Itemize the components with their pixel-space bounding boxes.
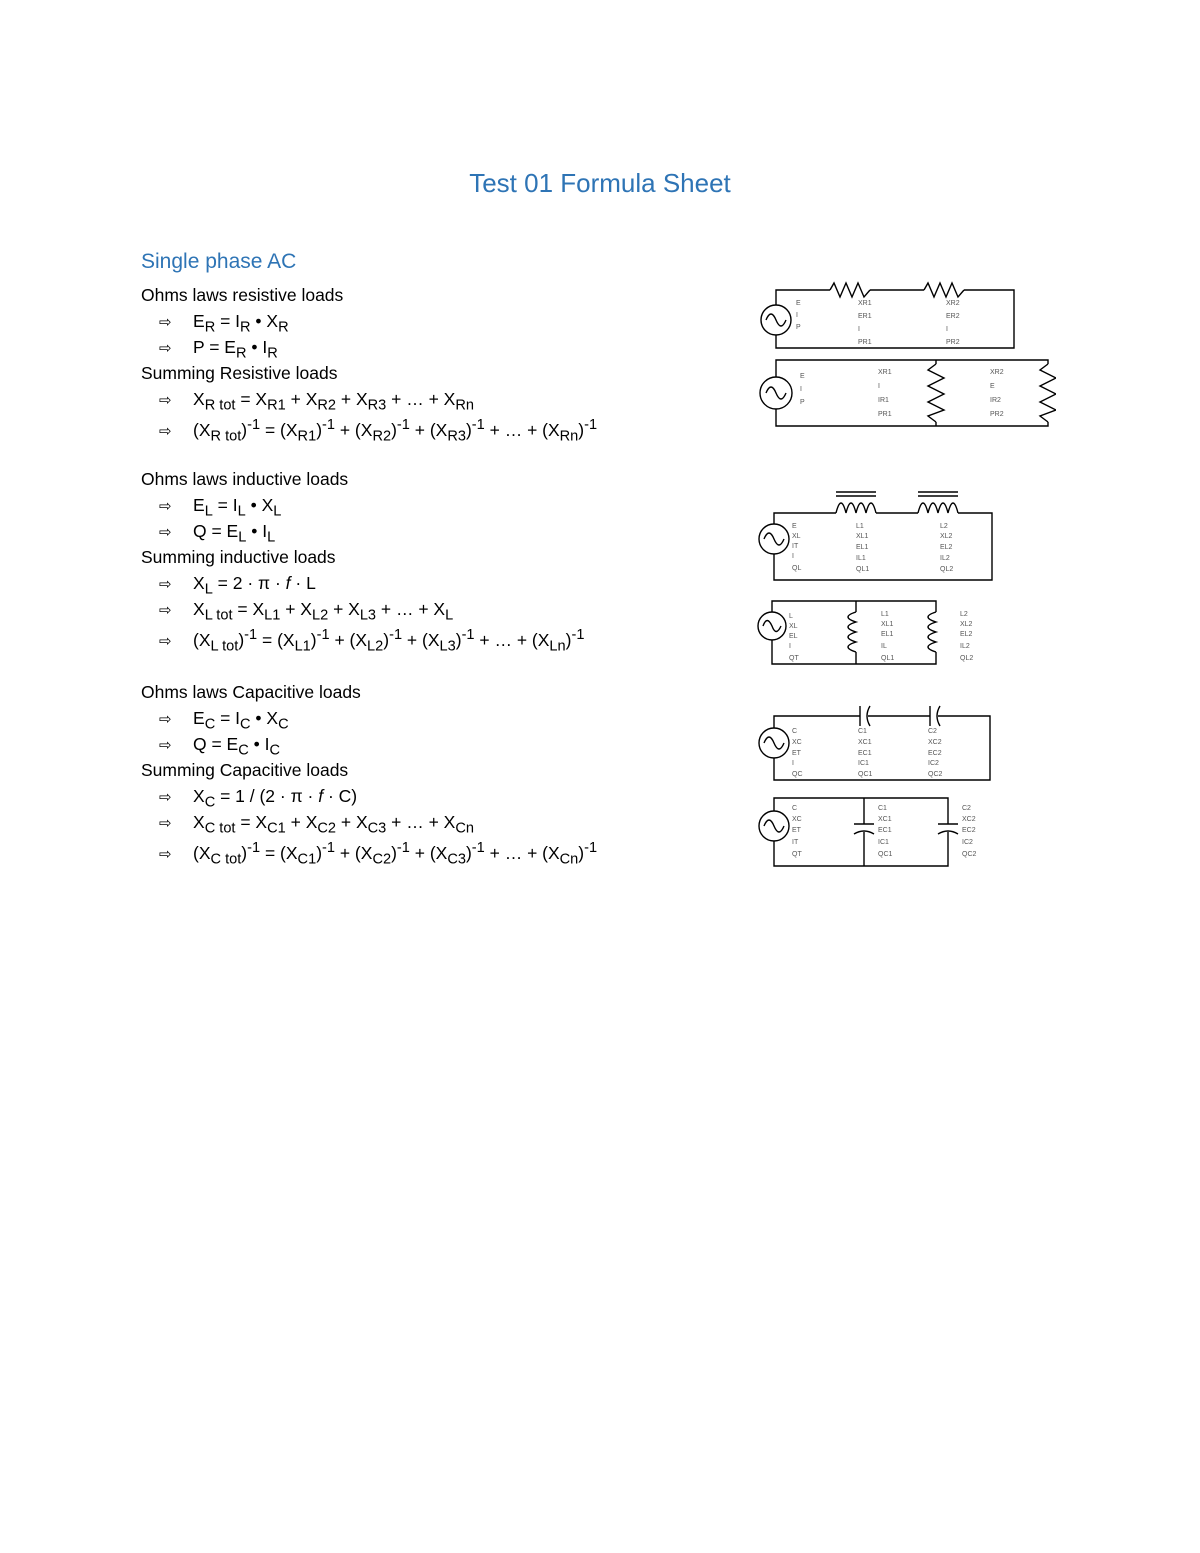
label: XL (789, 623, 798, 630)
label: C2 (962, 805, 971, 812)
label: IL (881, 643, 887, 650)
formula-text: $E_C = I_C$ • $X_C$ (193, 708, 289, 733)
label: I (792, 760, 794, 767)
label: XL2 (940, 533, 953, 540)
label: IC1 (878, 839, 889, 846)
label: QL2 (960, 655, 974, 662)
label: XR2 (990, 369, 1004, 376)
formula-text: $E_R = I_R$ • $X_R$ (193, 311, 289, 336)
resistive-series-circuit (758, 280, 1022, 352)
label: XR1 (858, 300, 872, 307)
label: E (800, 373, 805, 380)
label: L1 (881, 611, 889, 618)
label: I (792, 553, 794, 560)
label: XL (792, 533, 801, 540)
formula-item (141, 308, 597, 334)
formula-item (141, 412, 598, 445)
label: XL1 (881, 621, 894, 628)
formula-item (141, 386, 597, 412)
label: EL1 (856, 544, 869, 551)
label: PR2 (990, 411, 1004, 418)
formula-text: $E_L = I_L$ • $X_L$ (193, 495, 282, 520)
resistor-icon (924, 283, 964, 297)
wire (774, 513, 992, 580)
arrow-icon: ⇨ (159, 845, 172, 863)
label: QL1 (856, 566, 870, 573)
label: C (792, 728, 798, 735)
label: L2 (960, 611, 968, 618)
label: EC2 (928, 750, 942, 757)
arrow-icon: ⇨ (159, 524, 172, 541)
arrow-icon: ⇨ (159, 789, 172, 806)
label: EC1 (858, 750, 872, 757)
label: XR1 (878, 369, 892, 376)
label: QL1 (881, 655, 895, 662)
wire (776, 360, 1048, 426)
label: QL (792, 565, 802, 572)
heading-res-sum: Summing Resistive loads (141, 363, 338, 383)
resistor-icon (830, 283, 870, 297)
capacitive-parallel-circuit (756, 794, 986, 870)
formula-text: $X_{L tot} = X_{L1} + X_{L2} + X_{L3}$ + … + $X_L$ (193, 599, 454, 624)
label: XC2 (928, 739, 942, 746)
sine-icon (764, 820, 784, 832)
label: QL2 (940, 566, 954, 573)
label: QC2 (928, 771, 943, 778)
capacitive-series-circuit (756, 702, 996, 786)
resistive-formulas (141, 282, 598, 445)
label: ER1 (858, 313, 872, 320)
formula-item (141, 835, 598, 868)
heading-ind-ohms: Ohms laws inductive loads (141, 469, 349, 489)
resistive-parallel-circuit (756, 356, 1056, 430)
formula-item (141, 622, 585, 655)
label: IC1 (858, 760, 869, 767)
label: ET (792, 827, 801, 834)
label: IT (792, 839, 799, 846)
label: QC1 (878, 851, 893, 858)
label: PR1 (858, 339, 872, 346)
formula-item (141, 518, 584, 544)
heading-cap-sum: Summing Capacitive loads (141, 760, 349, 780)
formula-item (141, 705, 597, 731)
arrow-icon: ⇨ (159, 632, 172, 650)
sine-icon (764, 533, 784, 545)
heading-cap-ohms: Ohms laws Capacitive loads (141, 682, 361, 702)
formula-text: $(X_{R tot})^{-1} = (X_{R1})^{-1} + (X_{R2})^{-1} + (X_{R3})^{-1}$ + … + $(X_{Rn})^{-1}$ (193, 417, 598, 445)
sine-icon (763, 621, 781, 632)
formula-item (141, 731, 597, 757)
formula-item (141, 334, 597, 360)
label: IL1 (856, 555, 866, 562)
label: IT (792, 543, 799, 550)
arrow-icon: ⇨ (159, 737, 172, 754)
formula-item (141, 570, 584, 596)
label: P (796, 324, 801, 331)
label: QT (789, 655, 799, 662)
label: XL1 (856, 533, 869, 540)
label: I (800, 386, 802, 393)
label: ER2 (946, 313, 960, 320)
formula-text: $Q = E_L$ • $I_L$ (193, 521, 276, 546)
label: IC2 (928, 760, 939, 767)
label: QC1 (858, 771, 873, 778)
label: E (796, 300, 801, 307)
sine-icon (764, 737, 784, 749)
resistor-icon (928, 364, 944, 422)
circuit-stroke (918, 492, 958, 496)
label: EL (789, 633, 798, 640)
label: IR1 (878, 397, 889, 404)
wire (776, 290, 1014, 348)
circuit-stroke (836, 492, 876, 496)
formula-text: $X_{R tot} = X_{R1} + X_{R2} + X_{R3}$ + … + $X_{Rn}$ (193, 389, 474, 414)
label: EL2 (940, 544, 953, 551)
label: I (858, 326, 860, 333)
page-title: Test 01 Formula Sheet (469, 168, 731, 198)
inductor-icon (836, 503, 876, 513)
formula-text: $P = E_R$ • $I_R$ (193, 337, 278, 362)
arrow-icon: ⇨ (159, 576, 172, 593)
label: XC2 (962, 816, 976, 823)
formula-item (141, 783, 597, 809)
label: C1 (878, 805, 887, 812)
sine-icon (766, 314, 786, 326)
label: I (796, 312, 798, 319)
inductor-icon (928, 612, 936, 652)
arrow-icon: ⇨ (159, 392, 172, 409)
label: L2 (940, 523, 948, 530)
inductor-icon (918, 503, 958, 513)
inductive-parallel-circuit (756, 598, 980, 668)
label: EL1 (881, 631, 894, 638)
label: EL2 (960, 631, 973, 638)
heading-res-ohms: Ohms laws resistive loads (141, 285, 344, 305)
label: PR1 (878, 411, 892, 418)
arrow-icon: ⇨ (159, 314, 172, 331)
arrow-icon: ⇨ (159, 815, 172, 832)
label: XC (792, 739, 802, 746)
wire (774, 716, 990, 780)
label: C1 (858, 728, 867, 735)
label: XR2 (946, 300, 960, 307)
heading-ind-sum: Summing inductive loads (141, 547, 336, 567)
label: L1 (856, 523, 864, 530)
label: IC2 (962, 839, 973, 846)
label: E (792, 523, 797, 530)
formula-text: $(X_{C tot})^{-1} = (X_{C1})^{-1} + (X_{C2})^{-1} + (X_{C3})^{-1}$ + … + $(X_{Cn})^{-1}$ (193, 840, 598, 868)
formula-item (141, 492, 584, 518)
inductive-series-circuit (756, 488, 996, 584)
label: QC2 (962, 851, 977, 858)
arrow-icon: ⇨ (159, 602, 172, 619)
label: IL2 (960, 643, 970, 650)
arrow-icon: ⇨ (159, 498, 172, 515)
formula-text: $(X_{L tot})^{-1} = (X_{L1})^{-1} + (X_{L2})^{-1} + (X_{L3})^{-1}$ + … + $(X_{Ln})^{-1}$ (193, 627, 585, 655)
label: C2 (928, 728, 937, 735)
formula-text: $X_{C tot} = X_{C1} + X_{C2} + X_{C3}$ + … + $X_{Cn}$ (193, 812, 474, 837)
label: ET (792, 750, 801, 757)
formula-item (141, 809, 597, 835)
label: L (789, 613, 793, 620)
formula-text: $X_C = 1 / (2 \cdot \pi \cdot f \cdot C)$ (193, 786, 358, 811)
arrow-icon: ⇨ (159, 340, 172, 357)
label: QC (792, 771, 803, 778)
inductor-icon (848, 612, 856, 652)
label: IL2 (940, 555, 950, 562)
sine-icon (766, 387, 786, 399)
label: XC1 (878, 816, 892, 823)
inductive-formulas (141, 466, 585, 655)
formula-text: $X_L = 2 \cdot \pi \cdot f \cdot L$ (193, 573, 316, 598)
label: QT (792, 851, 802, 858)
formula-text: $Q = E_C$ • $I_C$ (193, 734, 281, 759)
label: EC2 (962, 827, 976, 834)
label: I (789, 643, 791, 650)
arrow-icon: ⇨ (159, 422, 172, 440)
label: I (878, 383, 880, 390)
label: PR2 (946, 339, 960, 346)
label: C (792, 805, 798, 812)
section-heading: Single phase AC (141, 250, 297, 273)
label: I (946, 326, 948, 333)
label: E (990, 383, 995, 390)
resistor-icon (1040, 364, 1056, 422)
label: XC1 (858, 739, 872, 746)
label: XL2 (960, 621, 973, 628)
arrow-icon: ⇨ (159, 711, 172, 728)
label: P (800, 399, 805, 406)
label: EC1 (878, 827, 892, 834)
capacitive-formulas (141, 679, 598, 868)
label: XC (792, 816, 802, 823)
formula-item (141, 596, 584, 622)
label: IR2 (990, 397, 1001, 404)
